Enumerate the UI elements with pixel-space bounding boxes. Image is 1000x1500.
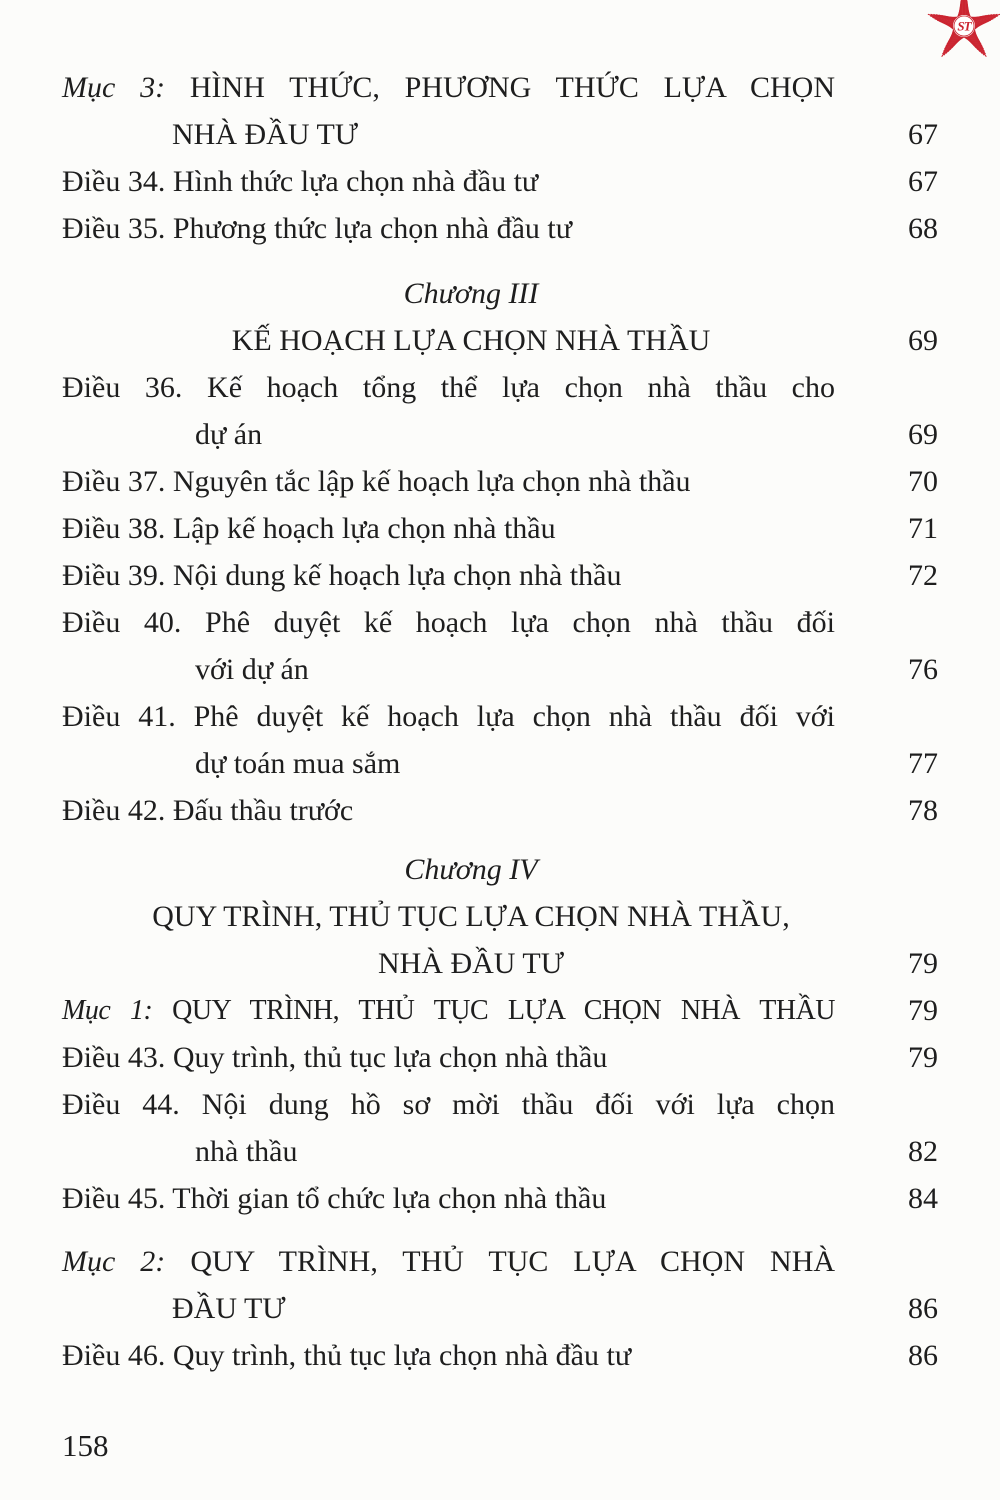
publisher-logo <box>924 0 1000 64</box>
toc-entry-text: NHÀ ĐẦU TƯ <box>172 118 359 151</box>
toc-entry-text: Điều 44. Nội dung hồ sơ mời thầu đối với lựa chọn <box>62 1088 835 1121</box>
toc-entry <box>62 1034 938 1081</box>
toc-entry <box>62 646 938 693</box>
toc-page-number: 84 <box>908 1182 938 1215</box>
toc-entry-text: Điều 38. Lập kế hoạch lựa chọn nhà thầu <box>62 512 556 545</box>
toc-entry-text: ĐẦU TƯ <box>172 1292 286 1325</box>
toc-entry-text: Điều 36. Kế hoạch tổng thể lựa chọn nhà thầu cho <box>62 371 835 404</box>
toc-page-number: 70 <box>908 465 938 498</box>
toc-page-number: 82 <box>908 1135 938 1168</box>
toc-page-number: 86 <box>908 1339 938 1372</box>
toc-entry-text <box>62 1238 835 1285</box>
toc-page-number: 67 <box>908 165 938 198</box>
toc-entry <box>62 987 938 1034</box>
toc-entry <box>62 458 938 505</box>
toc-entry <box>62 693 938 740</box>
toc-entry <box>62 1332 938 1379</box>
toc-entry-text: dự án <box>195 418 263 451</box>
toc-page-number: 86 <box>908 1292 938 1325</box>
toc-entry-text: dự toán mua sắm <box>195 747 401 780</box>
toc-entry-text: Điều 40. Phê duyệt kế hoạch lựa chọn nhà thầu đối <box>62 606 835 639</box>
toc-entry-text: Điều 42. Đấu thầu trước <box>62 794 354 827</box>
toc-entry <box>62 1128 938 1175</box>
toc-entry-text: Điều 46. Quy trình, thủ tục lựa chọn nhà đầu tư <box>62 1339 632 1372</box>
toc-page-number: 78 <box>908 794 938 827</box>
toc-entry <box>62 505 938 552</box>
toc-entry-text: nhà thầu <box>195 1135 298 1168</box>
toc-entry <box>62 1285 938 1332</box>
chapter-label: Chương IV <box>404 853 538 886</box>
toc-entry-text: Điều 37. Nguyên tắc lập kế hoạch lựa chọn nhà thầu <box>62 465 691 498</box>
chapter-heading: QUY TRÌNH, THỦ TỤC LỰA CHỌN NHÀ THẦU, <box>152 900 790 933</box>
toc-entry-text: với dự án <box>195 653 309 686</box>
toc-entry-text <box>62 987 835 1034</box>
chapter-heading: KẾ HOẠCH LỰA CHỌN NHÀ THẦU <box>231 324 711 357</box>
section-label: Mục 2: <box>62 1245 166 1278</box>
toc-entry <box>62 1175 938 1222</box>
section-label: Mục 1: <box>62 995 153 1026</box>
toc-entry-text: Điều 43. Quy trình, thủ tục lựa chọn nhà thầu <box>62 1041 608 1074</box>
toc-entry <box>62 158 938 205</box>
toc-page-number: 79 <box>908 994 938 1027</box>
toc-entry <box>62 111 938 158</box>
table-of-contents <box>62 64 938 1379</box>
toc-page-number: 69 <box>908 324 938 357</box>
section-title: QUY TRÌNH, THỦ TỤC LỰA CHỌN NHÀ <box>190 1245 836 1278</box>
svg-text:ST: ST <box>957 18 971 34</box>
toc-entry <box>62 364 938 411</box>
chapter-label-row <box>62 846 938 893</box>
chapter-heading-row <box>62 893 938 940</box>
toc-entry-text: Điều 39. Nội dung kế hoạch lựa chọn nhà thầu <box>62 559 622 592</box>
toc-entry <box>62 552 938 599</box>
toc-entry-text: Điều 34. Hình thức lựa chọn nhà đầu tư <box>62 165 539 198</box>
toc-entry <box>62 787 938 834</box>
chapter-label: Chương III <box>403 277 539 310</box>
toc-page-number: 71 <box>908 512 938 545</box>
toc-page-number: 67 <box>908 118 938 151</box>
toc-entry-text: Điều 41. Phê duyệt kế hoạch lựa chọn nhà thầu đối với <box>62 700 835 733</box>
section-label: Mục 3: <box>62 71 166 104</box>
star-burst-icon <box>924 0 1000 64</box>
chapter-label-row <box>62 270 938 317</box>
toc-page-number: 69 <box>908 418 938 451</box>
toc-entry <box>62 205 938 252</box>
section-title: HÌNH THỨC, PHƯƠNG THỨC LỰA CHỌN <box>189 71 836 104</box>
chapter-heading: NHÀ ĐẦU TƯ <box>377 947 565 980</box>
toc-entry <box>62 64 938 111</box>
toc-entry <box>62 599 938 646</box>
page-footer-number: 158 <box>62 1428 109 1463</box>
toc-entry-text: Điều 35. Phương thức lựa chọn nhà đầu tư <box>62 212 572 245</box>
chapter-heading-row <box>62 317 938 364</box>
toc-entry <box>62 740 938 787</box>
toc-page-number: 77 <box>908 747 938 780</box>
toc-entry-text: Điều 45. Thời gian tổ chức lựa chọn nhà thầu <box>62 1182 607 1215</box>
toc-page-number: 79 <box>908 947 938 980</box>
toc-entry <box>62 1081 938 1128</box>
toc-page-number: 68 <box>908 212 938 245</box>
toc-entry-text <box>62 64 835 111</box>
toc-entry <box>62 1238 938 1285</box>
section-title: QUY TRÌNH, THỦ TỤC LỰA CHỌN NHÀ THẦU <box>172 995 836 1026</box>
toc-page-number: 76 <box>908 653 938 686</box>
chapter-heading-row <box>62 940 938 987</box>
toc-page-number: 79 <box>908 1041 938 1074</box>
toc-entry <box>62 411 938 458</box>
toc-page-number: 72 <box>908 559 938 592</box>
